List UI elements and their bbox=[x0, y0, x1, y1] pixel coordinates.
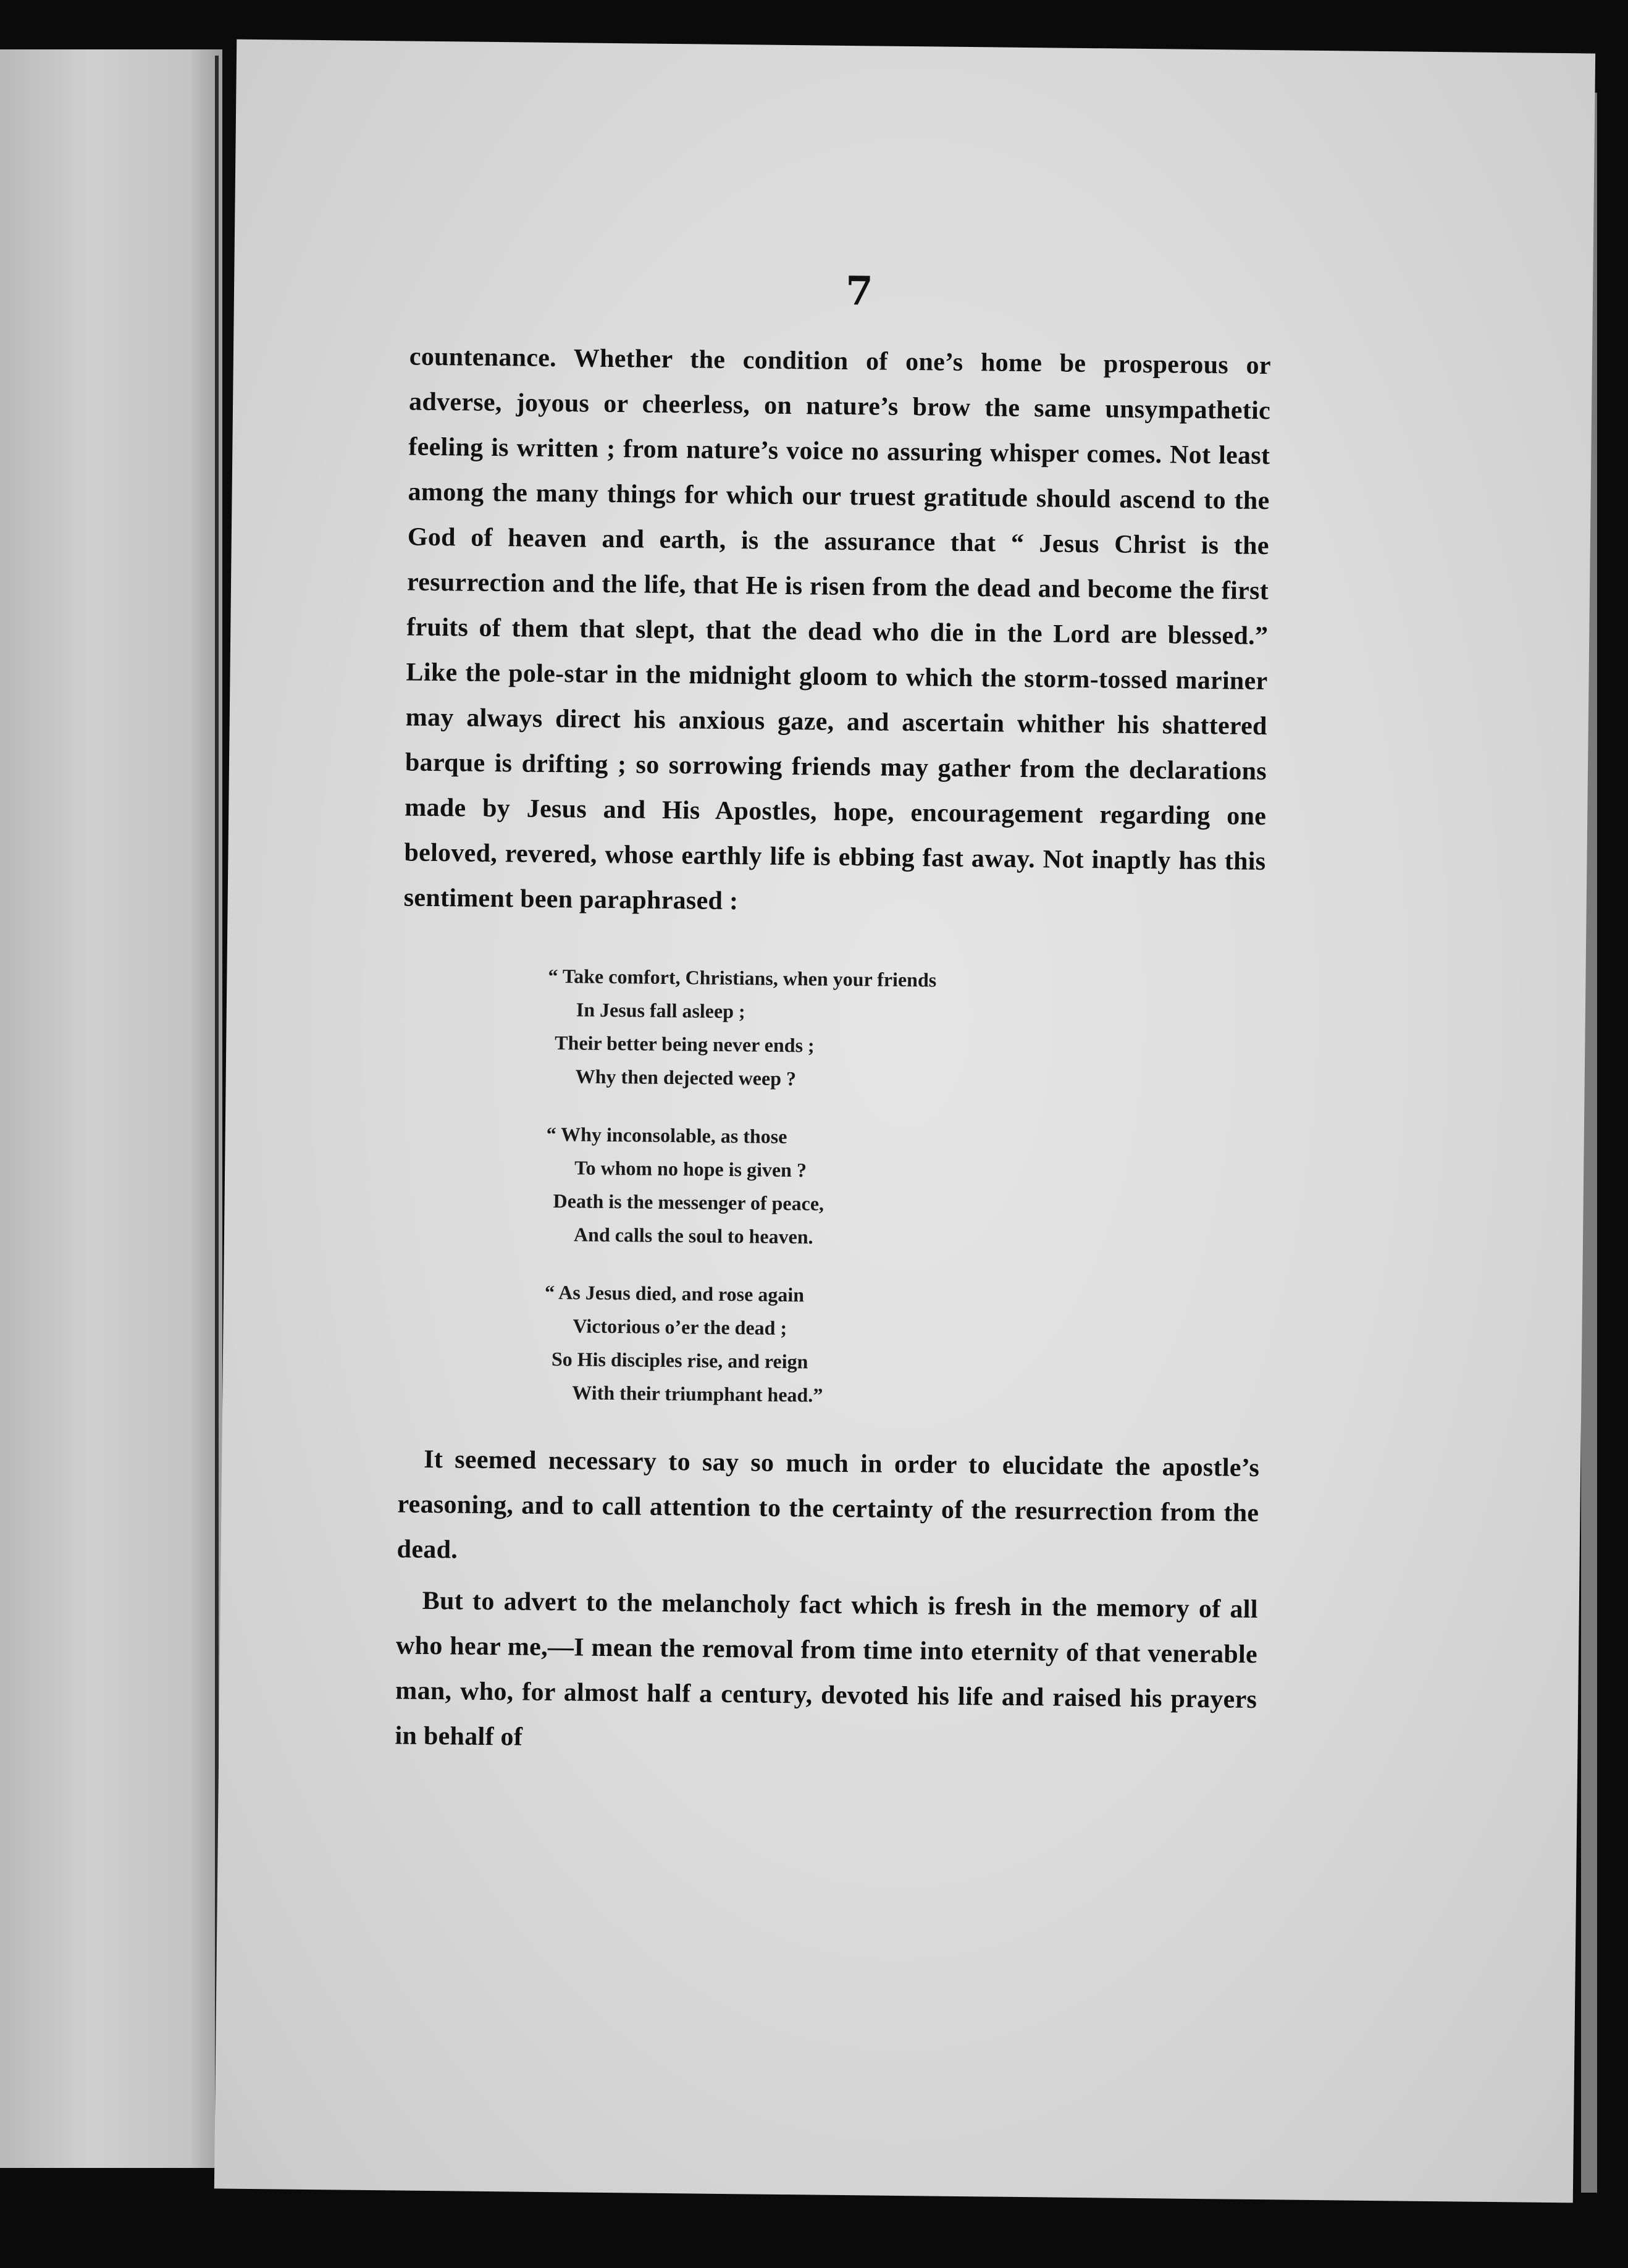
paragraph-resurrection: It seemed necessary to say so much in order to elucidate the apostle’s reasoning, and to call attention to the certainty of the resurrection from the dead. bbox=[397, 1445, 1260, 1564]
poem-line: “ Why inconsolable, as those bbox=[546, 1122, 787, 1148]
poem-line: Victorious o’er the dead ; bbox=[573, 1314, 787, 1340]
poem-line: “ Take comfort, Christians, when your friends bbox=[548, 964, 937, 991]
body-text bbox=[395, 335, 1271, 1768]
poem-line: Why then dejected weep ? bbox=[575, 1065, 797, 1090]
document-page bbox=[214, 40, 1595, 2203]
stanza-1 bbox=[547, 959, 1264, 1100]
stanza-3 bbox=[543, 1275, 1261, 1416]
poem-line: So His disciples rise, and reign bbox=[551, 1348, 808, 1373]
stanza-2 bbox=[545, 1117, 1263, 1258]
hymn-quotation bbox=[543, 959, 1265, 1416]
paragraph-melancholy-fact: But to advert to the melancholy fact which is fresh in the memory of all who hear me,—I mean the removal from time into eternity of that venerable man, who, for almost half a century, devoted his life and raised his prayers in behalf of bbox=[395, 1586, 1258, 1752]
poem-line: Their better being never ends ; bbox=[555, 1031, 815, 1057]
poem-line: To whom no hope is given ? bbox=[574, 1156, 807, 1182]
poem-line: In Jesus fall asleep ; bbox=[576, 998, 745, 1023]
page-number: 7 bbox=[845, 267, 873, 315]
poem-line: With their triumphant head.” bbox=[572, 1381, 823, 1406]
poem-line: Death is the messenger of peace, bbox=[553, 1190, 824, 1215]
paragraph-continued: countenance. Whether the condition of one’s home be prosperous or adverse, joyous or cheerless, on nature’s brow the same unsympathetic feeling is written ; from nature’s voice no assuring whisper comes. Not least among the many things for which our truest gratitude should ascend to the God of heaven and earth, is the assurance that “ Jesus Christ is the resurrection and the life, that He is risen from the dead and become the first fruits of them that slept, that the dead who die in the Lord are blessed.” Like the pole-star in the midnight gloom to which the storm-tossed mariner may always direct his anxious gaze, and ascertain whither his shattered barque is drifting ; so sorrowing friends may gather from the declarations made by Jesus and His Apostles, hope, encouragement regarding one beloved, revered, whose earthly life is ebbing fast away. Not inaptly has this sentiment been paraphrased : bbox=[403, 342, 1272, 916]
poem-line: And calls the soul to heaven. bbox=[573, 1223, 813, 1248]
poem-line: “ As Jesus died, and rose again bbox=[544, 1280, 805, 1306]
facing-page-left bbox=[0, 49, 222, 2168]
